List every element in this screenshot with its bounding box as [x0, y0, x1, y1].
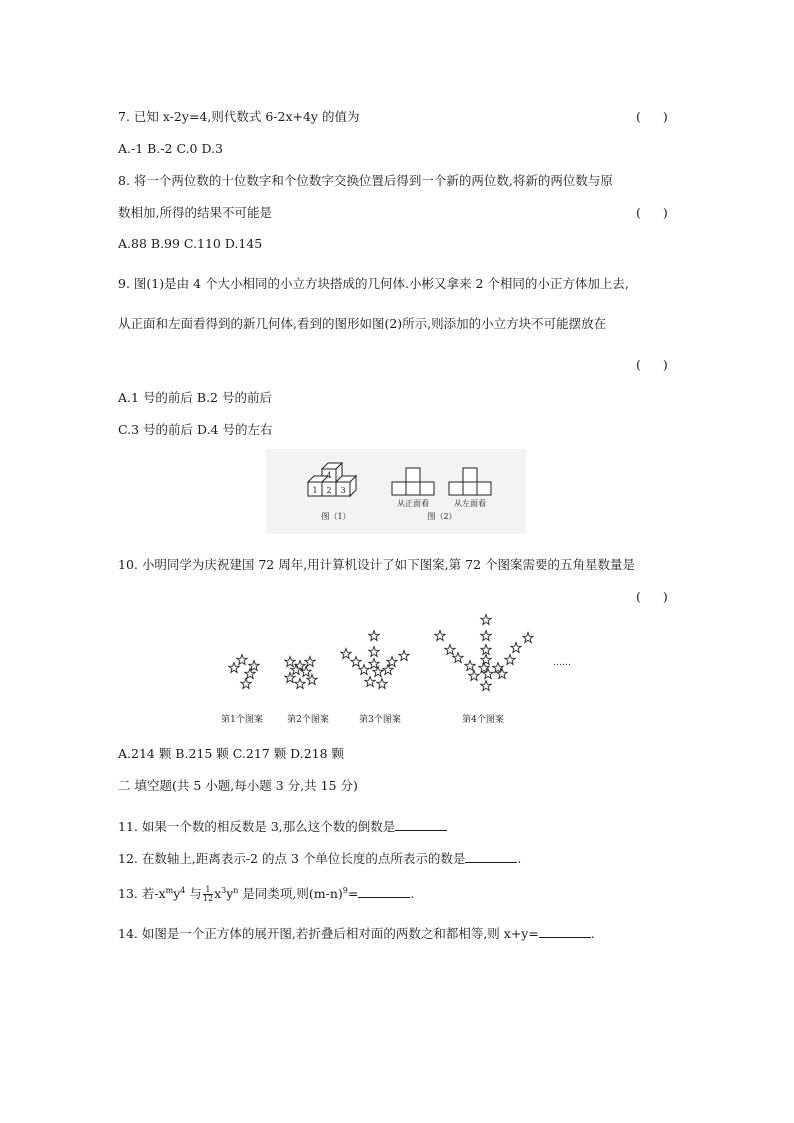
q9-figure — [266, 449, 526, 534]
q10-stem: 10. 小明同学为庆祝建国 72 周年,用计算机设计了如下图案,第 72 个图案需要的五角星数量是 — [118, 557, 636, 572]
star-icon — [445, 645, 455, 655]
front-view-grid — [392, 468, 434, 495]
cube-number-1: 1 — [312, 486, 318, 495]
figure1-caption: 图（1） — [321, 512, 351, 521]
q9-stem-line1: 9. 图(1)是由 4 个大小相同的小立方块搭成的几何体.小彬又拿来 2 个相同的小正方体加上去, — [118, 276, 629, 291]
star-icon — [453, 653, 463, 663]
star-icon — [373, 667, 383, 677]
star-icon — [369, 631, 379, 641]
star-icon — [481, 631, 491, 641]
q14-stem: 14. 如图是一个正方体的展开图,若折叠后相对面的两数之和都相等,则 x+y= . — [118, 926, 595, 941]
star-icon — [341, 649, 351, 659]
cube-number-3: 3 — [340, 486, 346, 495]
star-icon — [481, 681, 491, 691]
star-icon — [481, 645, 491, 655]
q9-options-ab: A.1 号的前后 B.2 号的前后 — [118, 390, 272, 405]
q10-options: A.214 颗 B.215 颗 C.217 颗 D.218 颗 — [118, 746, 345, 761]
cube-number-2: 2 — [326, 486, 332, 495]
star-icon — [465, 661, 475, 671]
star-icon — [229, 663, 239, 673]
q9-figure-drawing — [266, 449, 526, 534]
star-icon — [523, 633, 533, 643]
pattern1-caption: 第1个图案 — [221, 715, 263, 724]
q12-answer-blank[interactable] — [465, 851, 517, 863]
star-icon — [435, 631, 445, 641]
q8-stem-line1: 8. 将一个两位数的十位数字和个位数字交换位置后得到一个新的两位数,将新的两位数与原 — [118, 173, 613, 188]
star-icon — [481, 615, 491, 625]
q8-options: A.88 B.99 C.110 D.145 — [118, 236, 263, 251]
figure2-caption: 图（2） — [427, 512, 457, 521]
q12-stem: 12. 在数轴上,距离表示-2 的点 3 个单位长度的点所表示的数是 . — [118, 851, 522, 866]
q9-answer-paren: ( ) — [636, 357, 668, 372]
q11-answer-blank[interactable] — [395, 819, 447, 831]
q13-stem: 13. 若$-x^my^4$ 与 $\frac{1}{12}$ $x^3y^n$ 是同类项,则$(m-n)^9=$ . — [118, 885, 415, 904]
q13-answer-blank[interactable] — [358, 886, 410, 898]
star-icon — [245, 669, 255, 679]
q7-stem: 7. 已知 x-2y=4,则代数式 6-2x+4y 的值为 — [118, 109, 360, 124]
q10-star-patterns — [220, 604, 580, 724]
cube-number-4: 4 — [326, 471, 332, 480]
star-icon — [237, 655, 247, 665]
pattern3-caption: 第3个图案 — [359, 715, 401, 724]
q9-stem-line2: 从正面和左面看得到的新几何体,看到的图形如图(2)所示,则添加的小立方块不可能摆放在 — [118, 316, 607, 331]
star-icon — [241, 679, 251, 689]
star-icon — [369, 647, 379, 657]
q10-figure — [220, 604, 580, 724]
star-icon — [481, 655, 491, 665]
left-view-grid — [449, 468, 491, 495]
star-icon — [399, 651, 409, 661]
star-icon — [365, 677, 375, 687]
star-icon — [511, 643, 521, 653]
star-icon — [295, 679, 305, 689]
front-view-label: 从正面看 — [397, 499, 429, 508]
star-icon — [377, 679, 387, 689]
left-view-label: 从左面看 — [454, 499, 486, 508]
star-icon — [351, 657, 361, 667]
q14-answer-blank[interactable] — [539, 926, 591, 938]
star-icon — [383, 665, 393, 675]
q9-options-cd: C.3 号的前后 D.4 号的左右 — [118, 422, 273, 437]
q8-answer-paren: ( ) — [636, 205, 668, 220]
q11-stem: 11. 如果一个数的相反数是 3,那么这个数的倒数是 — [118, 819, 447, 835]
q8-stem-line2: 数相加,所得的结果不可能是 — [118, 205, 272, 220]
q7-options: A.-1 B.-2 C.0 D.3 — [118, 141, 223, 156]
q10-answer-paren: ( ) — [636, 589, 668, 604]
star-icon — [505, 655, 515, 665]
star-icon — [305, 657, 315, 667]
q7-answer-paren: ( ) — [636, 109, 668, 124]
star-icon — [469, 671, 479, 681]
pattern-ellipsis: …… — [553, 658, 571, 668]
pattern4-caption: 第4个图案 — [462, 715, 504, 724]
star-icon — [285, 657, 295, 667]
section2-title: 二 填空题(共 5 小题,每小题 3 分,共 15 分) — [118, 778, 358, 793]
q13-fraction: $\frac{1}{12}$ — [202, 885, 214, 904]
star-icon — [359, 665, 369, 675]
pattern2-caption: 第2个图案 — [287, 715, 329, 724]
